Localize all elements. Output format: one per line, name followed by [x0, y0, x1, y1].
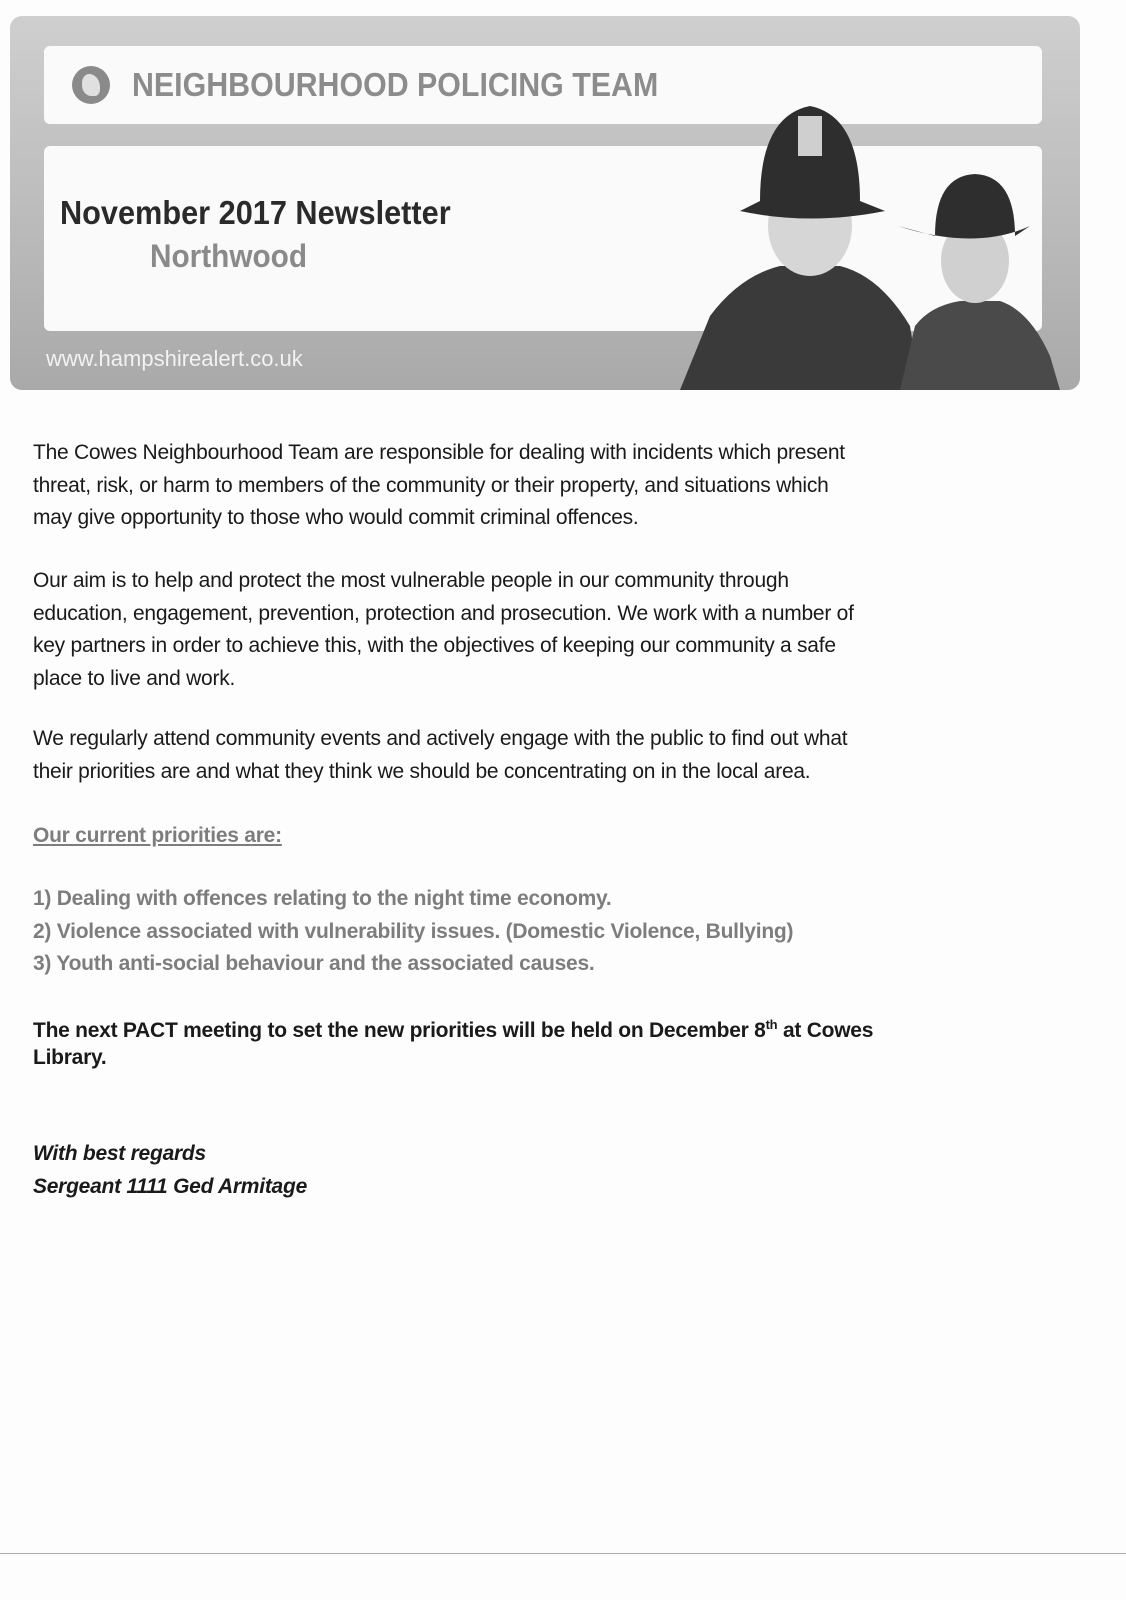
text-line: education, engagement, prevention, protection and prosecution. We work with a number of	[33, 601, 854, 625]
header-banner	[10, 16, 1080, 390]
priorities-heading: Our current priorities are:	[33, 824, 282, 847]
intro-paragraph	[33, 437, 845, 535]
priorities-list	[33, 883, 793, 981]
page-edge-line	[0, 1553, 1126, 1554]
police-officers-photo	[670, 76, 1080, 390]
area-name: Northwood	[150, 238, 308, 274]
text-line: may give opportunity to those who would commit criminal offences.	[33, 506, 639, 529]
signoff: With best regards	[33, 1142, 206, 1165]
text-line: place to live and work.	[33, 666, 236, 690]
text-line: Our aim is to help and protect the most vulnerable people in our community through	[33, 569, 789, 592]
meeting-text: at Cowes	[777, 1019, 874, 1042]
priority-item: 1) Dealing with offences relating to the night time economy.	[33, 887, 612, 910]
text-line: The Cowes Neighbourhood Team are responsible for dealing with incidents which present	[33, 441, 845, 464]
priorities-section	[33, 820, 282, 853]
meeting-notice	[33, 1009, 873, 1074]
priority-item: 2) Violence associated with vulnerability issues. (Domestic Violence, Bullying)	[33, 919, 794, 943]
text-line: threat, risk, or harm to members of the community or their property, and situations which	[33, 473, 829, 497]
newsletter-title: November 2017 Newsletter	[60, 194, 451, 231]
text-line: We regularly attend community events and actively engage with the public to find out what	[33, 727, 848, 750]
meeting-text: Library.	[33, 1045, 107, 1069]
aim-paragraph	[33, 565, 854, 695]
signature: Sergeant 1111 Ged Armitage	[33, 1174, 307, 1198]
team-name: NEIGHBOURHOOD POLICING TEAM	[132, 66, 659, 103]
police-logo-icon	[72, 66, 110, 104]
priority-item: 3) Youth anti-social behaviour and the associated causes.	[33, 952, 595, 975]
events-paragraph	[33, 723, 847, 788]
meeting-text: The next PACT meeting to set the new priorities will be held on December 8	[33, 1019, 766, 1042]
ordinal-suffix: th	[765, 1017, 778, 1032]
text-line: key partners in order to achieve this, with the objectives of keeping our community a safe	[33, 634, 836, 657]
signature-block	[33, 1138, 307, 1203]
text-line: their priorities are and what they think we should be concentrating on in the local area.	[33, 759, 811, 783]
website-link[interactable]: www.hampshirealert.co.uk	[46, 346, 303, 371]
